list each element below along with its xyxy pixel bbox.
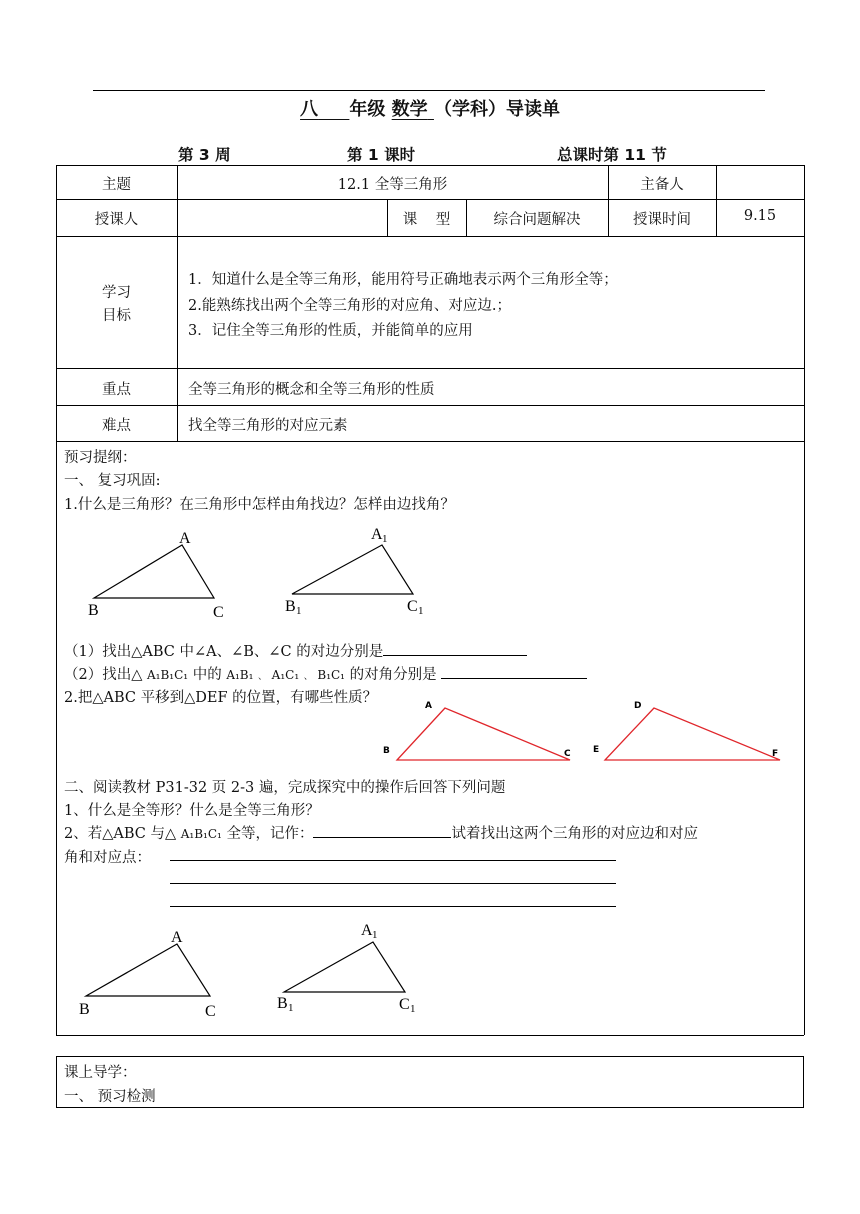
label-c1: C — [399, 996, 410, 1013]
lesson-type-label: 课 型 — [402, 212, 451, 228]
preview-check-heading: 一、 预习检测 — [64, 1089, 156, 1105]
grade-suffix: 年级 — [349, 99, 386, 120]
label-c-red: C — [564, 749, 571, 759]
goals-label-2: 目标 — [102, 308, 131, 324]
teacher-label: 授课人 — [94, 212, 139, 228]
preparer-label: 主备人 — [640, 177, 684, 193]
label-d: D — [634, 701, 642, 711]
difficulty-value: 找全等三角形的对应元素 — [188, 418, 348, 434]
label-b1: B — [277, 995, 288, 1012]
goals-label-1: 学习 — [102, 285, 131, 301]
label-c1-sub: 1 — [410, 1003, 416, 1015]
class-guide-box — [56, 1056, 804, 1108]
difficulty-label: 难点 — [102, 418, 131, 434]
label-b1-sub: 1 — [288, 1002, 294, 1014]
triangle-a1b1c1 — [292, 545, 413, 594]
question-2: 2.把△ABC 平移到△DEF 的位置，有哪些性质？ — [64, 690, 378, 706]
label-a-red: A — [425, 701, 432, 711]
label-e: E — [593, 745, 600, 755]
lesson-type-value: 综合问题解决 — [493, 212, 581, 228]
topic-label: 主题 — [102, 177, 131, 193]
question-1a: （1）找出△ABC 中∠A、∠B、∠C 的对边分别是 — [64, 640, 527, 661]
key-label: 重点 — [102, 382, 131, 398]
goal-item: 2.能熟练找出两个全等三角形的对应角、对应边.； — [188, 298, 511, 314]
label-c: C — [205, 1003, 216, 1020]
reading-heading: 二、阅读教材 P31-32 页 2-3 遍，完成探究中的操作后回答下列问题 — [64, 780, 506, 796]
label-f: F — [772, 749, 779, 759]
goal-item: 1．知道什么是全等三角形，能用符号正确地表示两个三角形全等； — [188, 272, 618, 288]
goal-item: 3．记住全等三角形的性质，并能简单的应用 — [188, 323, 473, 339]
label-b1: B — [285, 598, 296, 615]
total-lessons: 总课时第 11 节 — [557, 146, 667, 164]
label-a1: A — [371, 526, 383, 543]
class-guide-heading: 课上导学： — [64, 1065, 137, 1081]
label-c1: C — [407, 598, 418, 615]
label-a1: A — [361, 922, 373, 939]
topic-value: 12.1 全等三角形 — [337, 177, 448, 193]
review-heading: 一、 复习巩固: — [64, 473, 161, 489]
label-c1-sub: 1 — [418, 605, 424, 617]
label-c: C — [213, 604, 224, 621]
label-a1-sub: 1 — [382, 533, 388, 545]
label-b: B — [88, 602, 99, 619]
triangle-a1b1c1-2 — [284, 942, 405, 992]
part2-question-1: 1、什么是全等形？什么是全等三角形？ — [64, 803, 320, 819]
week: 第 3 周 — [178, 146, 231, 164]
triangle-abc — [94, 545, 214, 598]
part2-question-2: 2、若△ABC 与△ A₁B₁C₁ 全等，记作： 试着找出这两个三角形的对应边和对应 — [64, 826, 698, 842]
grade: 八 — [300, 99, 319, 120]
label-b-red: B — [383, 746, 390, 756]
preview-heading: 预习提纲： — [64, 450, 137, 466]
subject-tail: （学科）导读单 — [433, 99, 560, 120]
key-value: 全等三角形的概念和全等三角形的性质 — [188, 382, 435, 398]
label-a: A — [171, 929, 183, 946]
part2-question-2-cont: 角和对应点： — [64, 850, 151, 866]
triangle-abc-2 — [86, 944, 210, 996]
label-a1-sub: 1 — [372, 929, 378, 941]
time-label: 授课时间 — [633, 212, 691, 228]
subject: 数学 — [391, 99, 428, 120]
label-b1-sub: 1 — [296, 605, 302, 617]
question-1: 1.什么是三角形？在三角形中怎样由角找边？怎样由边找角？ — [64, 497, 455, 513]
label-b: B — [79, 1001, 90, 1018]
red-triangle-abc — [397, 708, 570, 760]
lesson: 第 1 课时 — [347, 146, 416, 164]
label-a: A — [179, 530, 191, 547]
time-value: 9.15 — [743, 208, 777, 224]
question-1b: （2）找出△ A₁B₁C₁ 中的 A₁B₁ 、 A₁C₁ 、 B₁C₁ 的对角分别是 — [64, 663, 587, 684]
red-triangle-def — [605, 708, 780, 760]
